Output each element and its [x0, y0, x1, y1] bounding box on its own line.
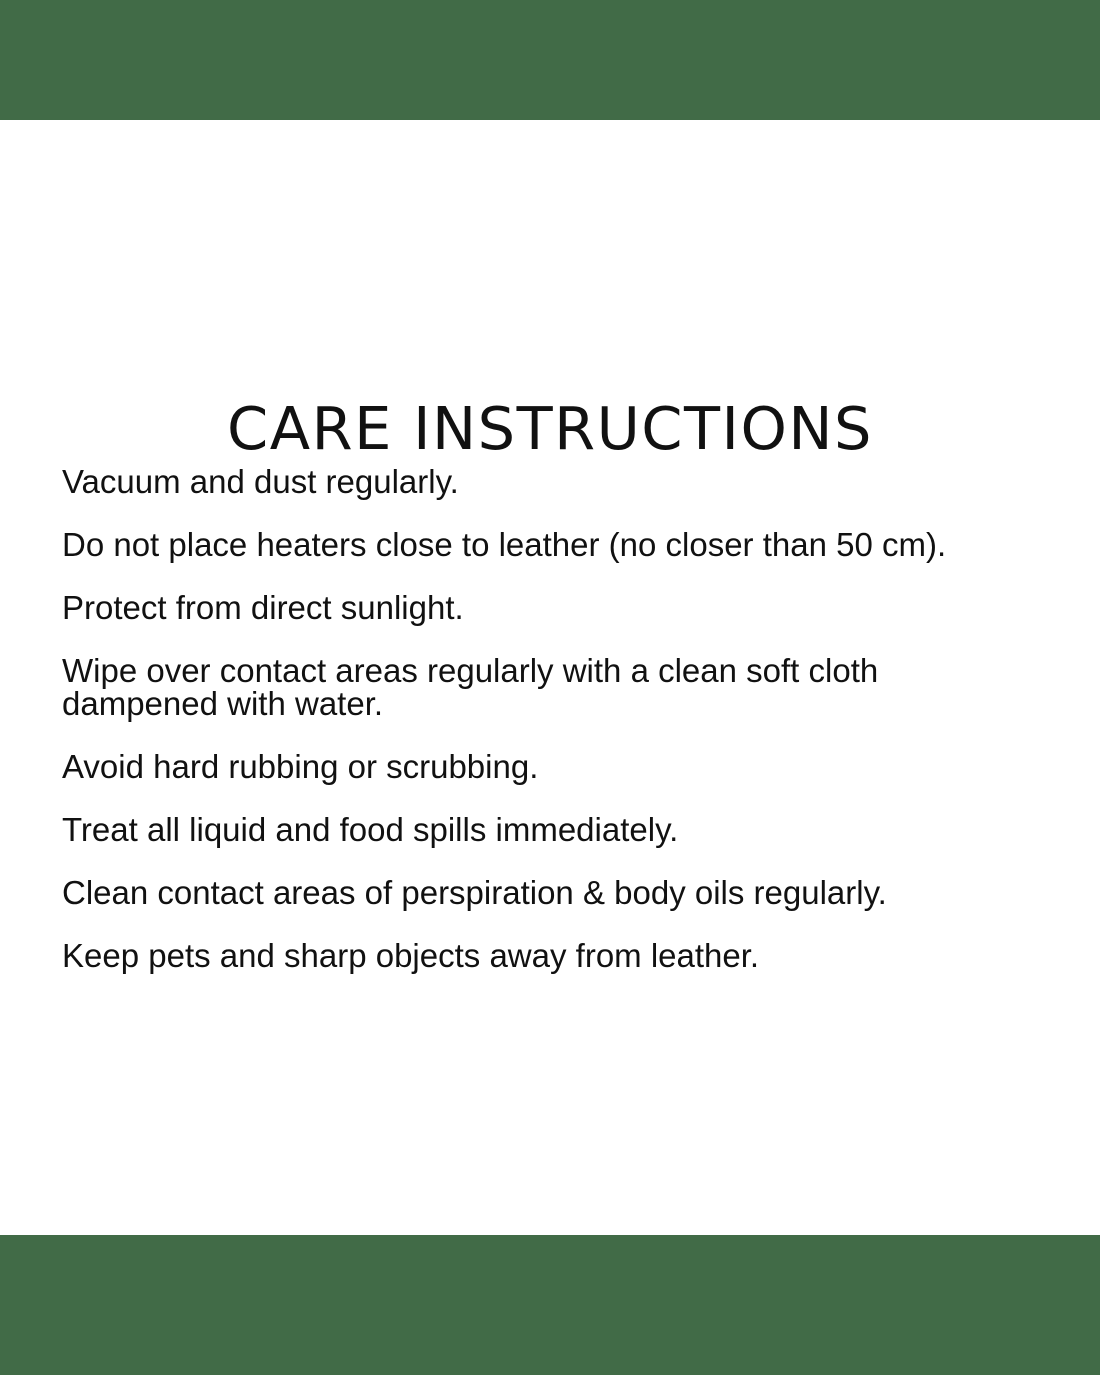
list-item: Wipe over contact areas regularly with a clean soft cloth dampened with water. — [62, 652, 879, 722]
list-item: Vacuum and dust regularly. — [62, 463, 459, 500]
list-item: Avoid hard rubbing or scrubbing. — [62, 748, 539, 785]
list-item: Treat all liquid and food spills immediately. — [62, 811, 679, 848]
instructions-list — [62, 465, 1047, 1002]
list-item: Do not place heaters close to leather (no closer than 50 cm). — [62, 526, 947, 563]
list-item: Keep pets and sharp objects away from leather. — [62, 937, 760, 974]
page-title: CARE INSTRUCTIONS — [227, 393, 873, 463]
document-content — [0, 120, 1100, 1235]
bottom-color-band — [0, 1235, 1100, 1375]
top-color-band — [0, 0, 1100, 120]
list-item: Clean contact areas of perspiration & body oils regularly. — [62, 874, 887, 911]
list-item: Protect from direct sunlight. — [62, 589, 464, 626]
